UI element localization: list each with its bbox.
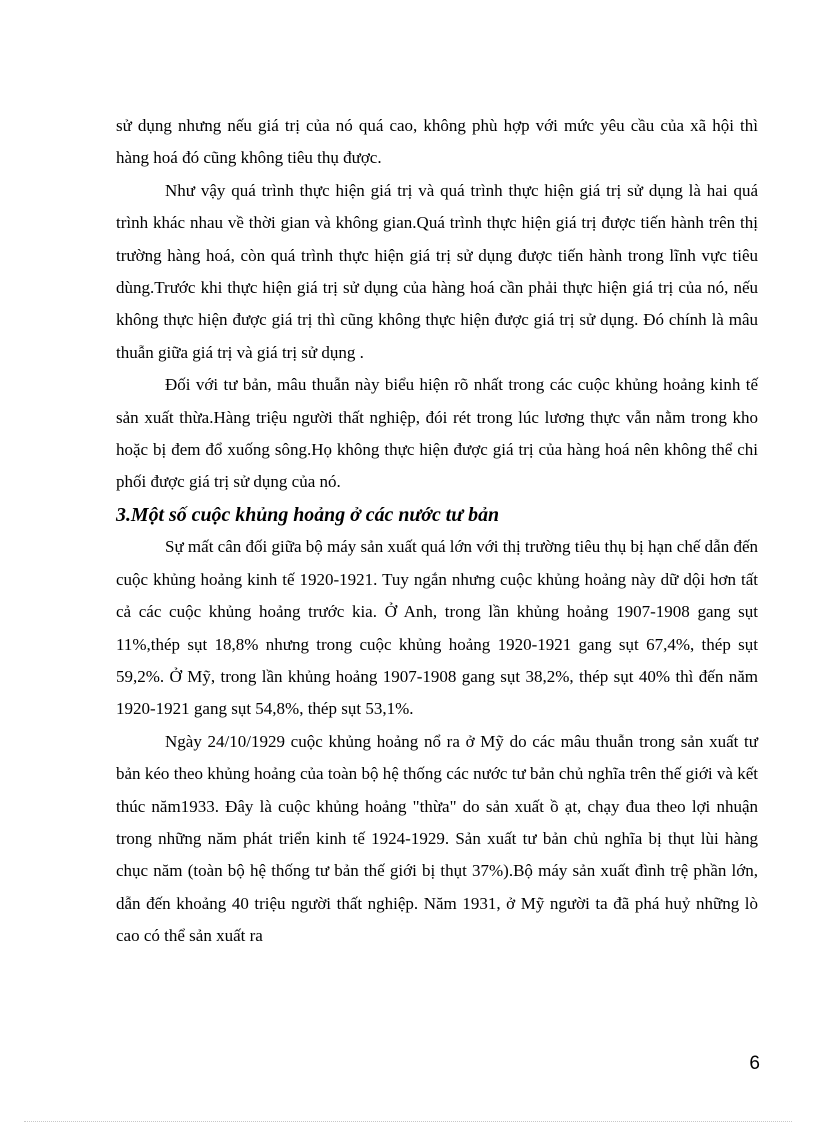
page-bottom-divider [24,1121,792,1122]
paragraph-crisis-1929: Ngày 24/10/1929 cuộc khủng hoảng nổ ra ở Mỹ do các mâu thuẫn trong sản xuất tư bản kéo theo khủng hoảng của toàn bộ hệ thống các nước tư bản chủ nghĩa trên thế giới và kết thúc năm1933. Đây là cuộc khủng hoảng "thừa" do sản xuất ồ ạt, chạy đua theo lợi nhuận trong những năm phát triển kinh tế 1924-1929. Sản xuất tư bản chủ nghĩa bị thụt lùi hàng chục năm (toàn bộ hệ thống tư bản thế giới bị thụt 37%).Bộ máy sản xuất đình trệ phần lớn, dẫn đến khoảng 40 triệu người thất nghiệp. Năm 1931, ở Mỹ người ta đã phá huỷ những lò cao có thể sản xuất ra [116,731,758,946]
document-body [116,110,758,953]
section-heading: 3.Một số cuộc khủng hoảng ở các nước tư bản [116,503,500,526]
paragraph-crisis-1920: Sự mất cân đối giữa bộ máy sản xuất quá lớn với thị trường tiêu thụ bị hạn chế dẫn đến cuộc khủng hoảng kinh tế 1920-1921. Tuy ngắn nhưng cuộc khủng hoảng này dữ dội hơn tất cả các cuộc khủng hoảng trước kia. Ở Anh, trong lần khủng hoảng 1907-1908 gang sụt 11%,thép sụt 18,8% nhưng trong cuộc khủng hoảng 1920-1921 gang sụt 67,4%, thép sụt 59,2%. Ở Mỹ, trong lần khủng hoảng 1907-1908 gang sụt 38,2%, thép sụt 40% thì đến năm 1920-1921 gang sụt 54,8%, thép sụt 53,1%. [116,537,758,719]
page-number: 6 [749,1053,760,1074]
paragraph-continuation: sử dụng nhưng nếu giá trị của nó quá cao, không phù hợp với mức yêu cầu của xã hội thì hàng hoá đó cũng không tiêu thụ được. [116,116,758,168]
paragraph-capital-contradiction: Đối với tư bản, mâu thuẫn này biểu hiện rõ nhất trong các cuộc khủng hoảng kinh tế sản xuất thừa.Hàng triệu người thất nghiệp, đói rét trong lúc lương thực vẫn nằm trong kho hoặc bị đem đổ xuống sông.Họ không thực hiện được giá trị của hàng hoá nên không thể chi phối được giá trị sử dụng của nó. [116,375,758,492]
paragraph-value-realization: Như vậy quá trình thực hiện giá trị và quá trình thực hiện giá trị sử dụng là hai quá trình khác nhau về thời gian và không gian.Quá trình thực hiện giá trị được tiến hành trên thị trường hàng hoá, còn quá trình thực hiện giá trị sử dụng được tiến hành trong lĩnh vực tiêu dùng.Trước khi thực hiện giá trị sử dụng của hàng hoá cần phải thực hiện giá trị của nó, nếu không thực hiện được giá trị thì cũng không thực hiện được giá trị sử dụng. Đó chính là mâu thuẫn giữa giá trị và giá trị sử dụng . [116,180,758,362]
